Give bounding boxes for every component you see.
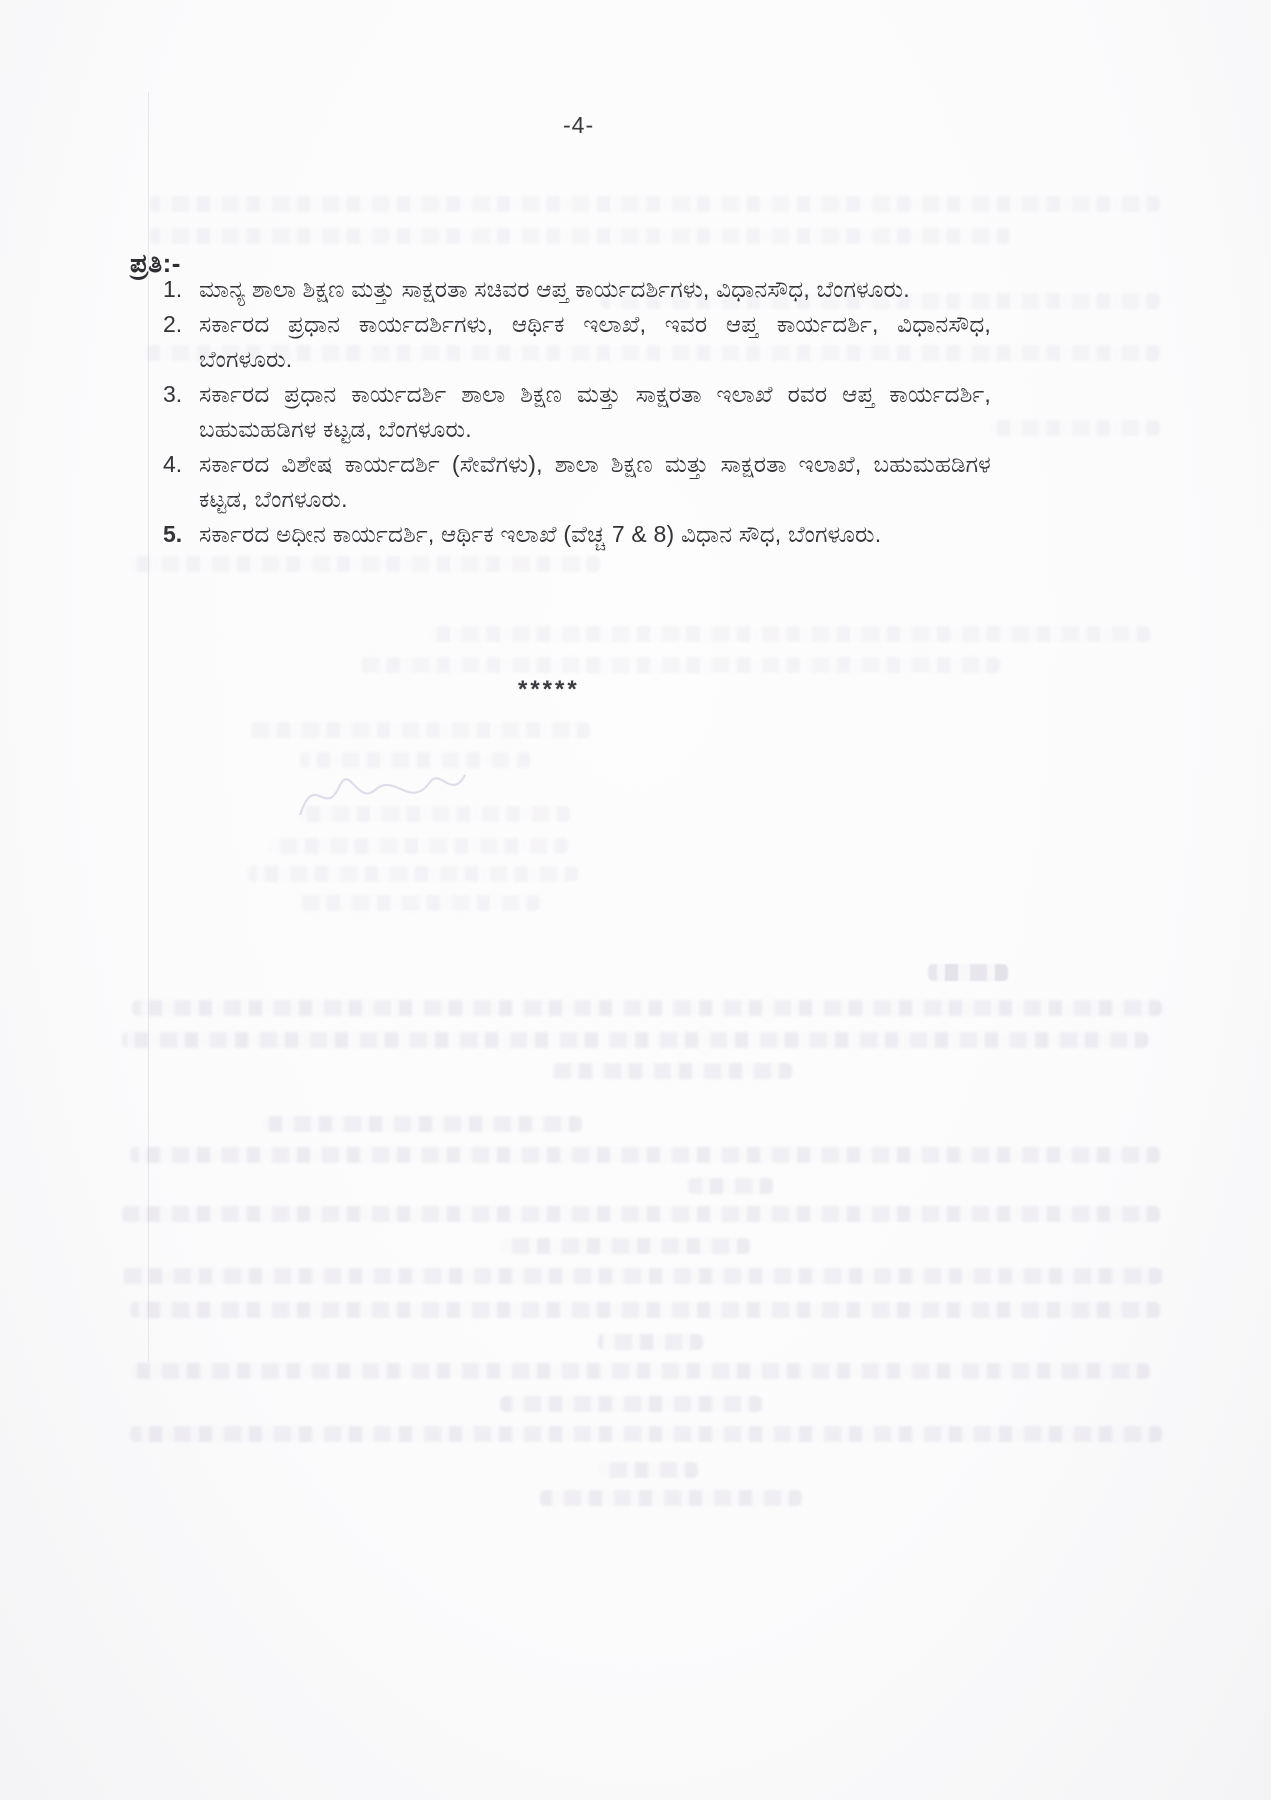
ghost-designation-line [248,866,578,882]
list-item-number: 2. [163,311,183,337]
ghost-list-line [130,1302,1160,1318]
list-item-number: 5. [163,521,183,547]
list-item-number: 3. [163,381,183,407]
ghost-bleedthrough [430,626,1150,642]
ghost-bleedthrough [150,228,1010,244]
ghost-designation-line [268,838,568,854]
ghost-bleedthrough [150,196,1160,212]
ghost-list-line [122,1206,1160,1222]
ghost-name-line [300,806,570,822]
list-item-text: ಮಾನ್ಯ ಶಾಲಾ ಶಿಕ್ಷಣ ಮತ್ತು ಸಾಕ್ಷರತಾ ಸಚಿವರ ಆಪ್ತ ಕಾರ್ಯದರ್ಶಿಗಳು, ವಿಧಾನಸೌಧ, ಬೆಂಗಳೂರು. [199,276,910,302]
list-item [163,307,991,377]
ghost-list-line [500,1396,762,1412]
ghost-bleedthrough [360,657,1000,673]
list-item [163,272,991,307]
list-item-text: ಸರ್ಕಾರದ ಅಧೀನ ಕಾರ್ಯದರ್ಶಿ, ಆರ್ಥಿಕ ಇಲಾಖೆ (ವೆಚ್ಚ 7 & 8) ವಿಧಾನ ಸೌಧ, ಬೆಂಗಳೂರು. [199,521,882,547]
list-item [163,447,991,517]
list-item [163,377,991,447]
list-item-number: 4. [163,451,183,477]
ghost-designation-line [300,895,540,911]
ghost-paragraph-line [132,1000,1162,1016]
ghost-list-line [262,1116,582,1132]
ghost-bleedthrough [990,420,1160,436]
asterisk-separator: ***** [518,676,580,703]
distribution-list [163,272,991,552]
ghost-paragraph-line [552,1063,792,1079]
list-item-text: ಸರ್ಕಾರದ ಪ್ರಧಾನ ಕಾರ್ಯದರ್ಶಿಗಳು, ಆರ್ಥಿಕ ಇಲಾಖೆ, ಇವರ ಆಪ್ತ ಕಾರ್ಯದರ್ಶಿ, ವಿಧಾನಸೌಧ, ಬೆಂಗಳೂರು. [199,311,991,372]
list-item [163,517,991,552]
copy-to-heading: ಪ್ರತಿ:- [130,248,181,278]
ghost-list-line [688,1178,773,1194]
list-item-text: ಸರ್ಕಾರದ ಪ್ರಧಾನ ಕಾರ್ಯದರ್ಶಿ ಶಾಲಾ ಶಿಕ್ಷಣ ಮತ್ತು ಸಾಕ್ಷರತಾ ಇಲಾಖೆ ರವರ ಆಪ್ತ ಕಾರ್ಯದರ್ಶಿ, ಬಹುಮಹಡಿಗಳ ಕಟ್ಟಡ, ಬೆಂಗಳೂರು. [199,381,991,442]
ghost-paragraph-line [122,1032,1148,1048]
ghost-signoff-line [250,722,590,738]
ghost-list-line [122,1268,1162,1284]
ghost-list-line [130,1147,1160,1163]
list-item-text: ಸರ್ಕಾರದ ವಿಶೇಷ ಕಾರ್ಯದರ್ಶಿ (ಸೇವೆಗಳು), ಶಾಲಾ ಶಿಕ್ಷಣ ಮತ್ತು ಸಾಕ್ಷರತಾ ಇಲಾಖೆ, ಬಹುಮಹಡಿಗಳ ಕಟ್ಟಡ, ಬೆಂಗಳೂರು. [199,451,991,512]
scan-crease-line [148,92,149,1362]
list-item-number: 1. [163,276,183,302]
ghost-list-line [500,1238,750,1254]
ghost-list-line [598,1462,698,1478]
ghost-list-line [130,1426,1162,1442]
page-number: -4- [563,112,595,138]
ghost-list-line [540,1490,802,1506]
ghost-list-line [132,1363,1150,1379]
ghost-list-line [598,1334,703,1350]
ghost-bleedthrough [130,556,600,572]
ghost-note-heading [928,964,1008,981]
